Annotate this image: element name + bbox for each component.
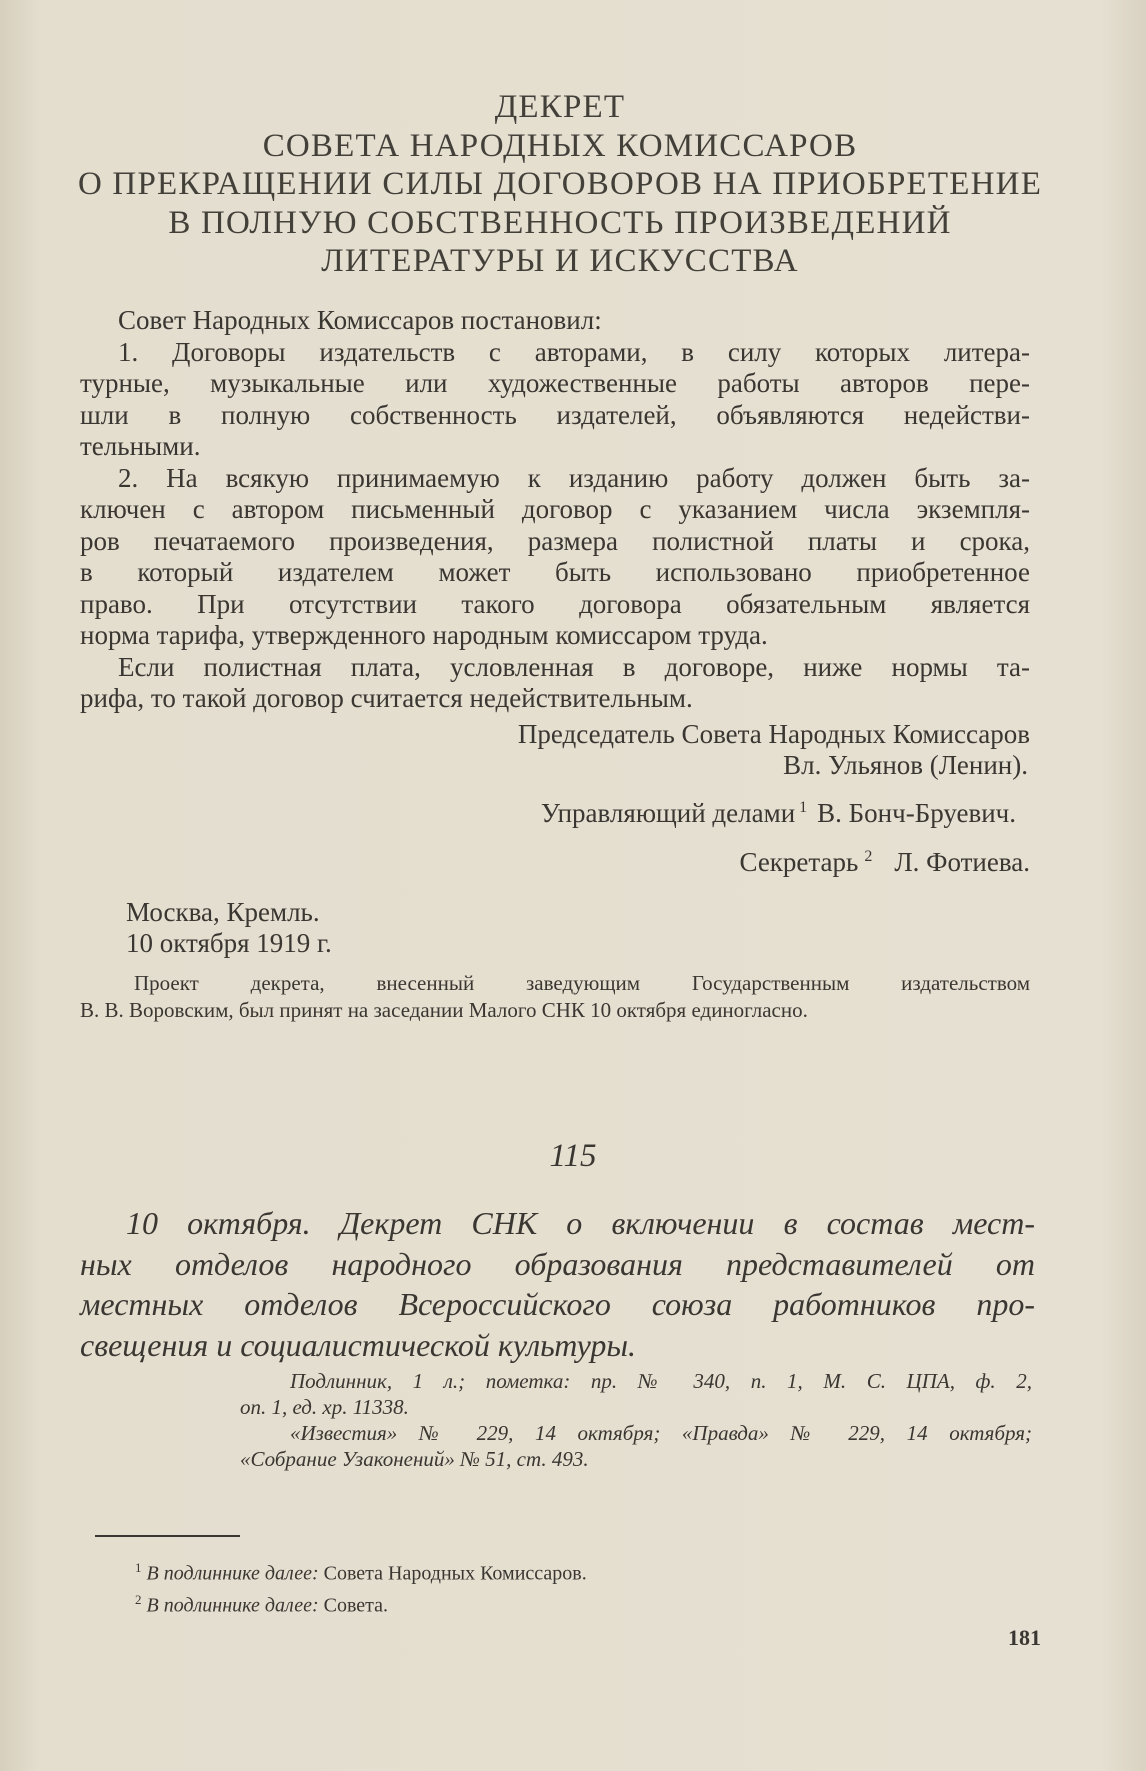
heading-line: свещения и социалистической культуры. bbox=[80, 1326, 637, 1363]
paragraph-1-line: тельными. bbox=[80, 431, 201, 461]
source-line: Подлинник, 1 л.; пометка: пр. № 340, п. 1, М. С. ЦПА, ф. 2, bbox=[290, 1369, 1032, 1393]
heading-line: местных отделов Всероссийского союза работников про- bbox=[80, 1286, 1035, 1322]
place-line: Москва, Кремль. bbox=[126, 896, 320, 927]
document-115-heading bbox=[80, 1203, 1035, 1365]
paragraph-2-line: в который издателем может быть использовано приобретенное bbox=[80, 557, 1030, 587]
date-line: 10 октября 1919 г. bbox=[126, 928, 332, 958]
footnote-1 bbox=[135, 1555, 587, 1587]
paragraph-3-line: Если полистная плата, условленная в договоре, ниже нормы та- bbox=[118, 651, 1030, 682]
secretary-title: Секретарь bbox=[739, 847, 859, 877]
paragraph-3-line: рифа, то такой договор считается недействительным. bbox=[80, 683, 693, 713]
paragraph-1-line: 1. Договоры издательств с авторами, в силу которых литера- bbox=[118, 336, 1030, 367]
footnote-divider bbox=[95, 1535, 240, 1537]
decree-title bbox=[60, 88, 1060, 281]
footnote-ref-2: 2 bbox=[864, 848, 873, 865]
heading-line: 10 октября. Декрет СНК о включении в состав мест- bbox=[126, 1205, 1035, 1241]
footnote-mark: 1 bbox=[135, 1560, 142, 1575]
paragraph-2-line: норма тарифа, утвержденного народным комиссаром труда. bbox=[80, 620, 768, 650]
signature-secretary bbox=[80, 841, 1030, 879]
paragraph-2-line: 2. На всякую принимаемую к изданию работу должен быть за- bbox=[118, 462, 1030, 493]
decree-body bbox=[80, 305, 1030, 960]
manager-name: В. Бонч-Бруевич. bbox=[817, 797, 1016, 828]
document-number: 115 bbox=[549, 1138, 597, 1174]
paragraph-1-line: шли в полную собственность издателей, объявляются недействи- bbox=[80, 399, 1030, 430]
heading-line: ных отделов народного образования представителей от bbox=[80, 1245, 1035, 1282]
title-line: СОВЕТА НАРОДНЫХ КОМИССАРОВ bbox=[262, 127, 858, 164]
title-line: ДЕКРЕТ bbox=[494, 89, 626, 125]
title-line: В ПОЛНУЮ СОБСТВЕННОСТЬ ПРОИЗВЕДЕНИЙ bbox=[168, 204, 952, 241]
footnote-text: Совета Народных Комиссаров. bbox=[323, 1562, 587, 1585]
paragraph-2-line: право. При отсутствии такого договора обязательным является bbox=[80, 588, 1030, 619]
footnote-text: Совета. bbox=[323, 1594, 389, 1617]
title-line: О ПРЕКРАЩЕНИИ СИЛЫ ДОГОВОРОВ НА ПРИОБРЕТЕНИЕ bbox=[77, 166, 1043, 202]
source-line: «Собрание Узаконений» № 51, ст. 493. bbox=[240, 1447, 589, 1471]
footnotes bbox=[135, 1555, 587, 1618]
page-number: 181 bbox=[1008, 1625, 1041, 1650]
editorial-note bbox=[80, 970, 1030, 1024]
note-line: Проект декрета, внесенный заведующим Государственным издательством bbox=[134, 971, 1030, 995]
note-line: В. В. Воровским, был принят на заседании Малого СНК 10 октября единогласно. bbox=[80, 998, 808, 1022]
signature-chair-title: Председатель Совета Народных Комиссаров bbox=[517, 718, 1030, 749]
source-line: оп. 1, ед. хр. 11338. bbox=[240, 1395, 409, 1419]
archival-sources bbox=[240, 1368, 1032, 1472]
title-line: ЛИТЕРАТУРЫ И ИСКУССТВА bbox=[321, 243, 799, 279]
paragraph-1-line: турные, музыкальные или художественные работы авторов пере- bbox=[80, 368, 1030, 398]
footnote-label: В подлиннике далее: bbox=[146, 1594, 319, 1617]
signature-chair-name: Вл. Ульянов (Ленин). bbox=[783, 750, 1028, 780]
paragraph-2-line: ров печатаемого произведения, размера полистной платы и срока, bbox=[80, 525, 1030, 556]
manager-title: Управляющий делами bbox=[540, 797, 796, 828]
footnote-mark: 2 bbox=[135, 1591, 142, 1607]
secretary-name: Л. Фотиева. bbox=[894, 847, 1030, 877]
footnote-label: В подлиннике далее: bbox=[146, 1562, 319, 1585]
footnote-ref-1: 1 bbox=[799, 798, 808, 816]
source-line: «Известия» № 229, 14 октября; «Правда» № 229, 14 октября; bbox=[290, 1421, 1032, 1445]
signature-manager bbox=[80, 792, 1030, 830]
intro-line: Совет Народных Комиссаров постановил: bbox=[118, 305, 602, 335]
footnote-2 bbox=[135, 1587, 587, 1619]
paragraph-2-line: ключен с автором письменный договор с указанием числа экземпля- bbox=[80, 494, 1030, 524]
